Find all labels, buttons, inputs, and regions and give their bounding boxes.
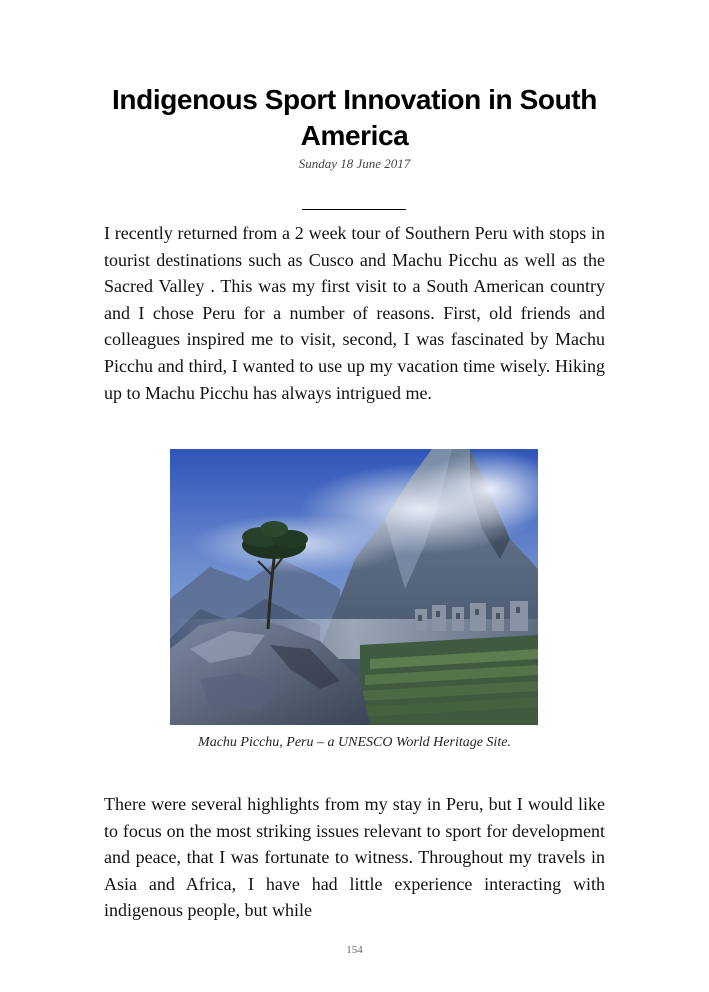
- page-number: 154: [346, 944, 363, 956]
- paragraph-highlights: There were several highlights from my stay in Peru, but I would like to focus on the most striking issues relevant to sport for development and peace, that I was fortunate to witness. Throughout my travels in Asia and Africa, I have had little experience interacting with indigenous people, but while: [104, 794, 605, 921]
- article-title: Indigenous Sport Innovation in South America: [112, 84, 597, 151]
- article-date: Sunday 18 June 2017: [298, 156, 411, 171]
- machu-picchu-photo: [170, 449, 538, 725]
- photo-caption: Machu Picchu, Peru – a UNESCO World Heritage Site.: [198, 735, 511, 750]
- title-divider: [302, 209, 406, 210]
- paragraph-intro: I recently returned from a 2 week tour of Southern Peru with stops in tourist destinations such as Cusco and Machu Picchu as well as the Sacred Valley . This was my first visit to a South American country and I chose Peru for a number of reasons. First, old friends and colleagues inspired me to visit, second, I was fascinated by Machu Picchu and third, I wanted to use up my vacation time wisely. Hiking up to Machu Picchu has always intrigued me.: [104, 223, 605, 403]
- machu-picchu-image: [170, 449, 538, 725]
